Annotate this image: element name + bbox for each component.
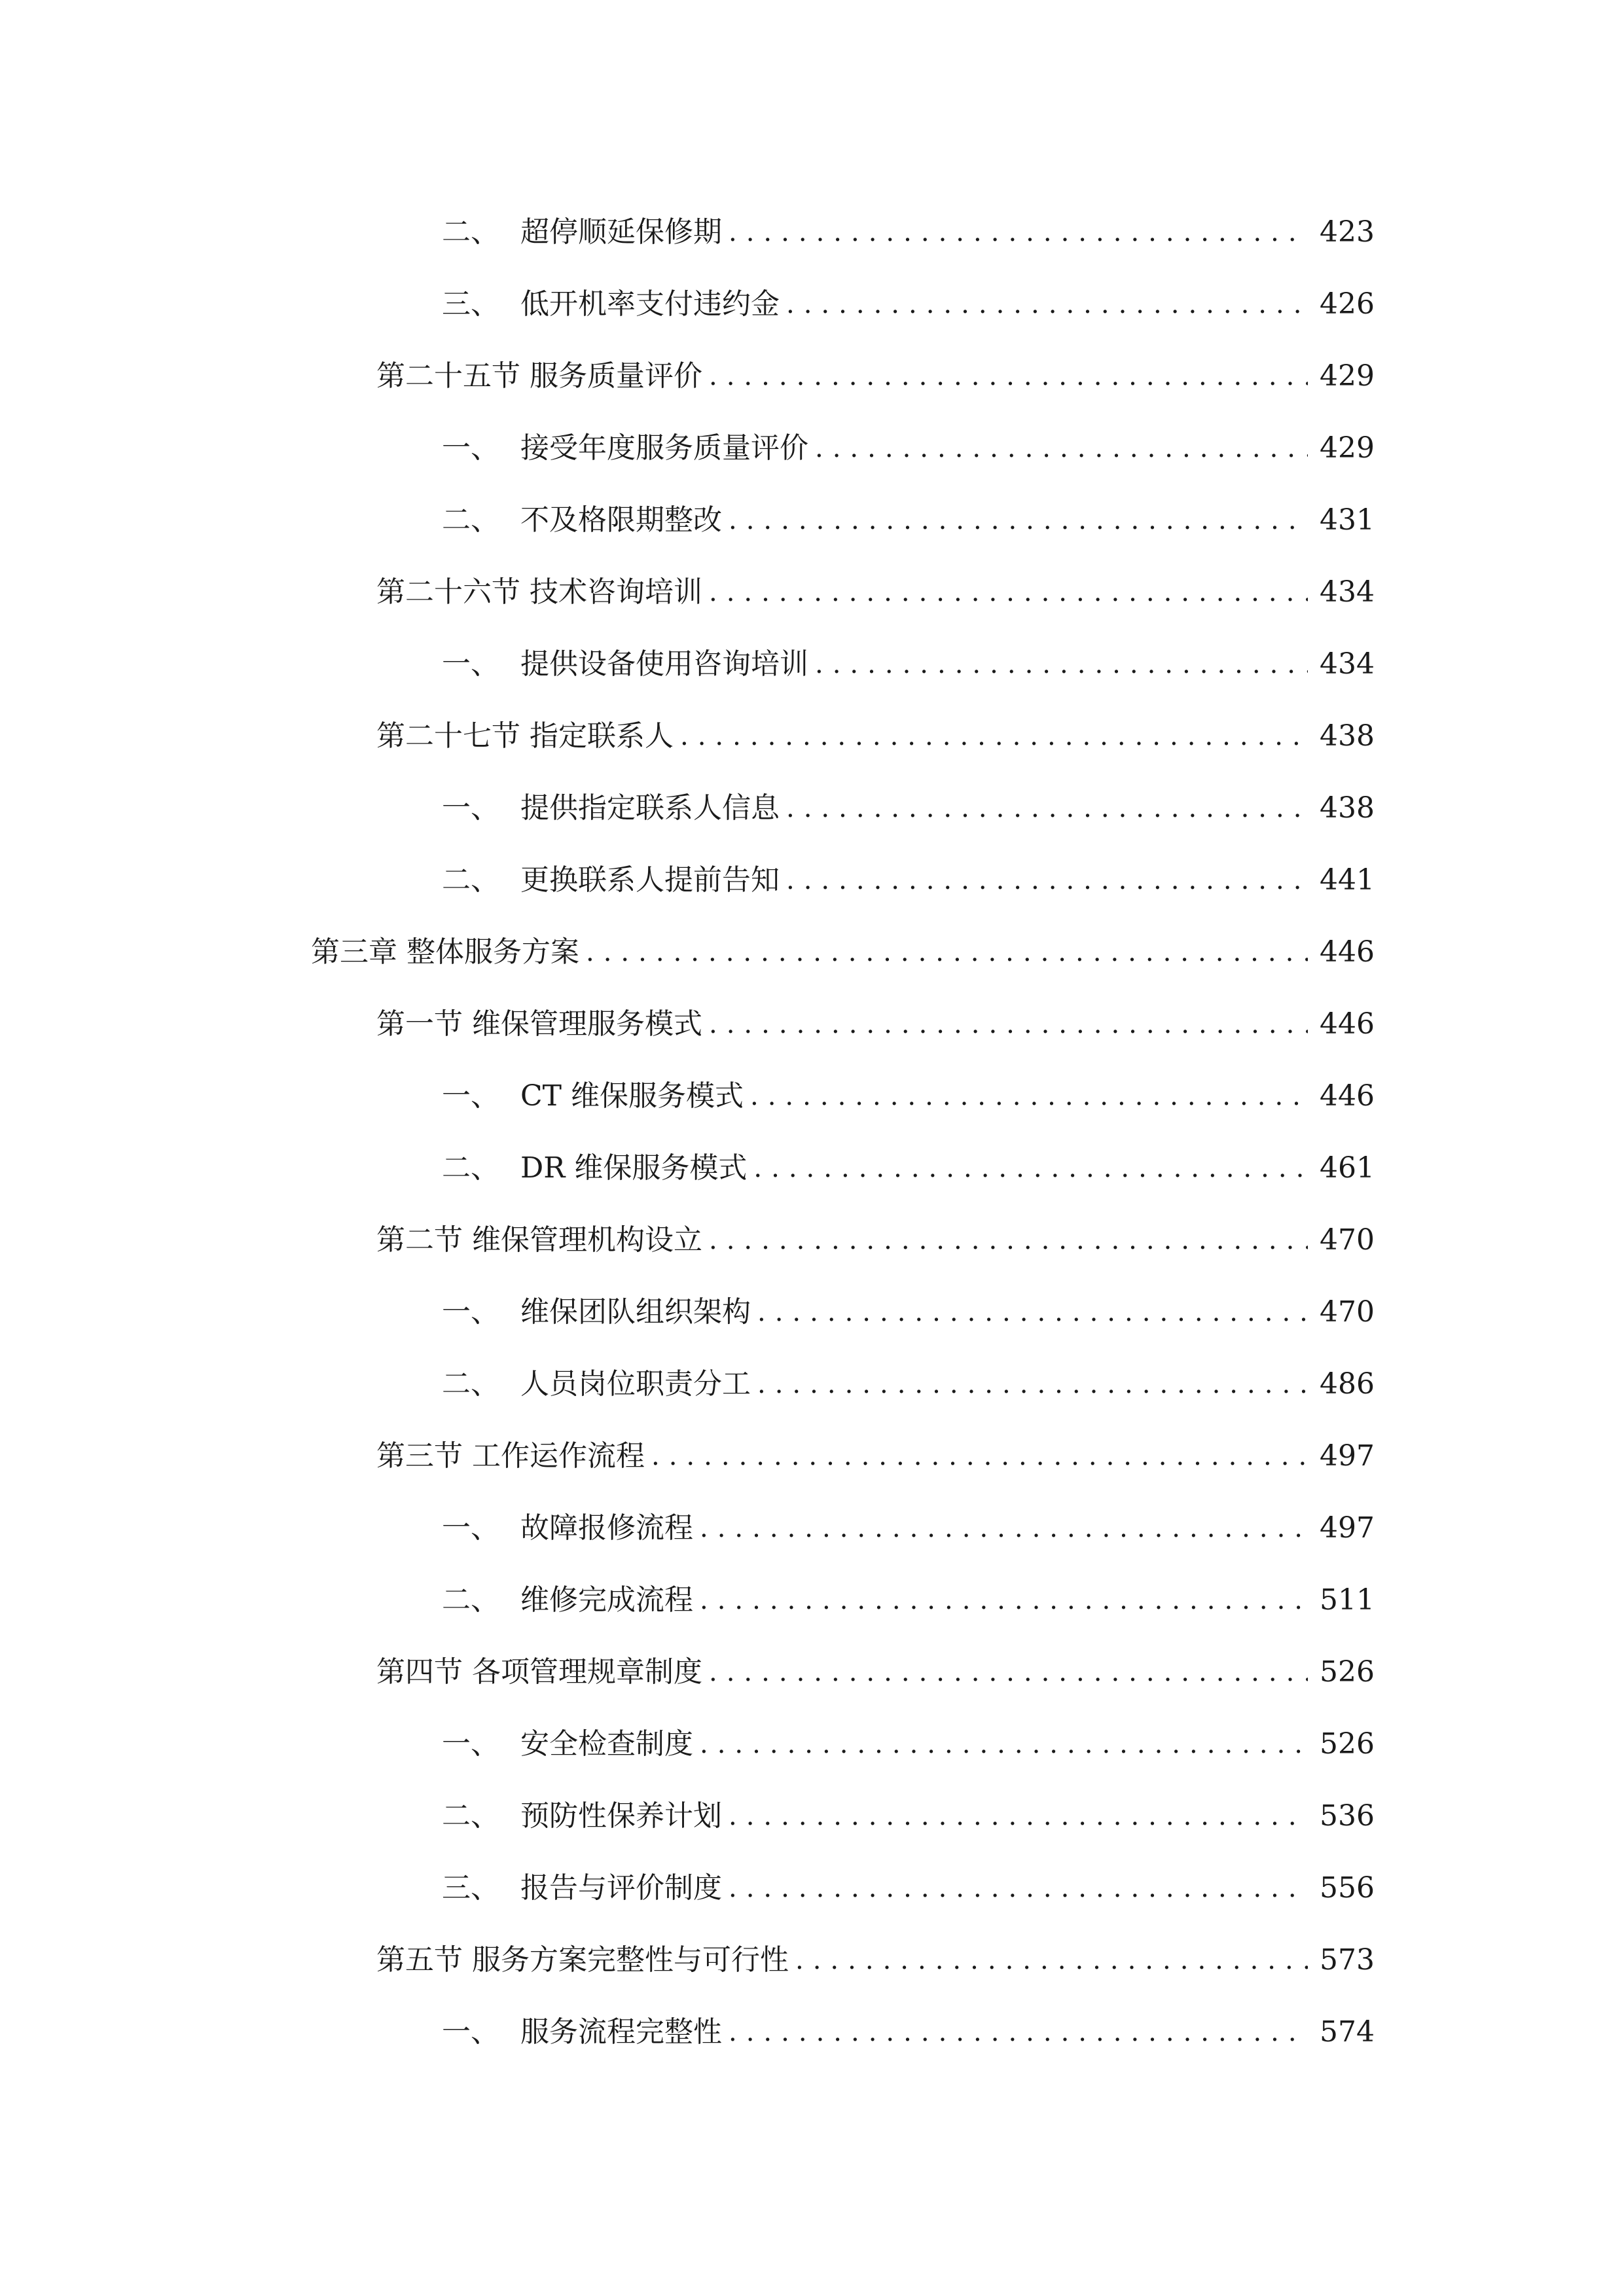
- toc-dot-leader: [750, 1060, 1308, 1132]
- toc-entry-number: 一、: [442, 2015, 499, 2049]
- toc-entry-title: [442, 1276, 751, 1348]
- toc-page-number: 438: [1320, 719, 1375, 753]
- toc-entry-title: [376, 556, 702, 628]
- toc-dot-leader: [709, 556, 1308, 628]
- toc-entry-title: [442, 484, 722, 556]
- toc-dot-leader: [700, 1492, 1308, 1564]
- toc-dot-leader: [680, 700, 1308, 772]
- toc-page-number: 438: [1320, 791, 1375, 825]
- toc-entry[interactable]: [0, 484, 1624, 556]
- toc-entry[interactable]: [0, 628, 1624, 700]
- toc-page-number: 423: [1320, 215, 1375, 249]
- toc-entry-number: 一、: [442, 1079, 499, 1113]
- toc-dot-leader: [729, 1996, 1308, 2068]
- toc-entry-title: [442, 1132, 747, 1204]
- toc-entry[interactable]: [0, 700, 1624, 772]
- toc-entry-number: 二、: [442, 503, 499, 537]
- toc-page-number: 431: [1320, 503, 1375, 537]
- toc-dot-leader: [786, 268, 1308, 340]
- toc-entry[interactable]: [0, 1924, 1624, 1996]
- toc-page-number: 461: [1320, 1151, 1375, 1185]
- toc-entry-title: [442, 412, 808, 484]
- toc-dot-leader: [786, 772, 1308, 844]
- toc-dot-leader: [709, 1204, 1308, 1276]
- toc-entry-title: [442, 844, 780, 916]
- toc-entry-text: 低开机率支付违约金: [520, 287, 780, 321]
- toc-entry[interactable]: [0, 1852, 1624, 1924]
- toc-entry-text: CT 维保服务模式: [520, 1079, 744, 1113]
- toc-page-number: 434: [1320, 647, 1375, 681]
- toc-entry[interactable]: [0, 340, 1624, 412]
- toc-page-number: 486: [1320, 1367, 1375, 1401]
- toc-entry-title: [442, 1348, 751, 1420]
- toc-dot-leader: [815, 628, 1308, 700]
- toc-entry-title: [442, 1780, 722, 1852]
- toc-entry[interactable]: [0, 772, 1624, 844]
- toc-entry-text: 维修完成流程: [520, 1583, 693, 1617]
- toc-entry[interactable]: [0, 1348, 1624, 1420]
- toc-entry-title: [442, 268, 780, 340]
- toc-page-number: 511: [1320, 1583, 1375, 1617]
- toc-entry[interactable]: [0, 268, 1624, 340]
- toc-entry-text: 更换联系人提前告知: [520, 863, 780, 897]
- toc-page-number: 446: [1320, 935, 1375, 969]
- toc-entry[interactable]: [0, 1492, 1624, 1564]
- toc-entry[interactable]: [0, 1636, 1624, 1708]
- toc-entry-number: 一、: [442, 1727, 499, 1761]
- toc-entry-text: 第一节 维保管理服务模式: [376, 1007, 702, 1041]
- toc-entry-number: 二、: [442, 1151, 499, 1185]
- toc-entry[interactable]: [0, 916, 1624, 988]
- toc-dot-leader: [729, 196, 1308, 268]
- toc-dot-leader: [757, 1276, 1308, 1348]
- toc-entry-number: 一、: [442, 431, 499, 465]
- toc-entry[interactable]: [0, 1780, 1624, 1852]
- toc-entry[interactable]: [0, 1060, 1624, 1132]
- toc-entry-text: 提供指定联系人信息: [520, 791, 780, 825]
- toc-entry-text: 第三章 整体服务方案: [311, 935, 579, 969]
- toc-dot-leader: [795, 1924, 1308, 1996]
- toc-page-number: 536: [1320, 1799, 1375, 1833]
- toc-entry[interactable]: [0, 844, 1624, 916]
- toc-entry-text: 第二节 维保管理机构设立: [376, 1223, 702, 1257]
- toc-page-number: 426: [1320, 287, 1375, 321]
- toc-entry-text: 服务流程完整性: [520, 2015, 722, 2049]
- toc-dot-leader: [757, 1348, 1308, 1420]
- toc-entry-text: 维保团队组织架构: [520, 1295, 751, 1329]
- toc-entry-text: 接受年度服务质量评价: [520, 431, 808, 465]
- toc-page-number: 446: [1320, 1079, 1375, 1113]
- toc-page-number: 497: [1320, 1439, 1375, 1473]
- toc-entry-text: 预防性保养计划: [520, 1799, 722, 1833]
- toc-page-number: 434: [1320, 575, 1375, 609]
- toc-entry[interactable]: [0, 1204, 1624, 1276]
- toc-entry-number: 一、: [442, 647, 499, 681]
- toc-entry-text: 超停顺延保修期: [520, 215, 722, 249]
- toc-entry-text: 报告与评价制度: [520, 1871, 722, 1905]
- toc-entry-title: [376, 1636, 702, 1708]
- toc-entry-text: DR 维保服务模式: [520, 1151, 748, 1185]
- toc-page-number: 556: [1320, 1871, 1375, 1905]
- toc-page-number: 441: [1320, 863, 1375, 897]
- toc-entry-title: [442, 1852, 722, 1924]
- toc-entry-number: 一、: [442, 1295, 499, 1329]
- toc-entry-title: [442, 1564, 693, 1636]
- toc-dot-leader: [700, 1708, 1308, 1780]
- toc-page-number: 573: [1320, 1943, 1375, 1977]
- toc-entry-text: 故障报修流程: [520, 1511, 693, 1545]
- toc-dot-leader: [786, 844, 1308, 916]
- toc-dot-leader: [709, 340, 1308, 412]
- toc-entry-number: 三、: [442, 1871, 499, 1905]
- toc-page-number: 429: [1320, 359, 1375, 393]
- toc-page-number: 429: [1320, 431, 1375, 465]
- toc-entry[interactable]: [0, 1132, 1624, 1204]
- toc-entry-text: 提供设备使用咨询培训: [520, 647, 808, 681]
- toc-entry-text: 第二十七节 指定联系人: [376, 719, 674, 753]
- toc-entry-title: [376, 340, 702, 412]
- toc-entry[interactable]: [0, 1996, 1624, 2068]
- toc-entry-title: [442, 628, 808, 700]
- toc-entry-number: 二、: [442, 1367, 499, 1401]
- toc-entry-text: 第四节 各项管理规章制度: [376, 1655, 702, 1689]
- toc-entry-number: 二、: [442, 215, 499, 249]
- toc-entry-title: [442, 1996, 722, 2068]
- toc-entry[interactable]: [0, 1420, 1624, 1492]
- toc-entry-title: [442, 196, 722, 268]
- toc-entry-number: 三、: [442, 287, 499, 321]
- toc-entry-title: [376, 1204, 702, 1276]
- toc-dot-leader: [651, 1420, 1308, 1492]
- toc-entry-title: [376, 1420, 645, 1492]
- toc-entry[interactable]: [0, 1708, 1624, 1780]
- toc-dot-leader: [815, 412, 1308, 484]
- toc-page-number: 446: [1320, 1007, 1375, 1041]
- toc-entry-number: 二、: [442, 863, 499, 897]
- toc-entry-title: [442, 772, 780, 844]
- table-of-contents: [0, 196, 1624, 2068]
- toc-entry-title: [442, 1708, 693, 1780]
- toc-entry[interactable]: [0, 556, 1624, 628]
- toc-entry-number: 二、: [442, 1799, 499, 1833]
- toc-entry-title: [311, 916, 579, 988]
- toc-entry[interactable]: [0, 988, 1624, 1060]
- toc-entry-text: 第三节 工作运作流程: [376, 1439, 645, 1473]
- toc-entry-title: [442, 1492, 693, 1564]
- toc-entry-number: 一、: [442, 791, 499, 825]
- toc-page-number: 470: [1320, 1223, 1375, 1257]
- toc-entry-title: [442, 1060, 744, 1132]
- toc-dot-leader: [729, 1852, 1308, 1924]
- toc-entry-title: [376, 1924, 789, 1996]
- toc-page-number: 497: [1320, 1511, 1375, 1545]
- toc-entry-title: [376, 700, 674, 772]
- toc-entry[interactable]: [0, 412, 1624, 484]
- toc-entry-title: [376, 988, 702, 1060]
- toc-dot-leader: [586, 916, 1308, 988]
- toc-page-number: 574: [1320, 2015, 1375, 2049]
- toc-entry-number: 一、: [442, 1511, 499, 1545]
- toc-entry[interactable]: [0, 1276, 1624, 1348]
- toc-dot-leader: [729, 484, 1308, 556]
- toc-entry-text: 第五节 服务方案完整性与可行性: [376, 1943, 789, 1977]
- toc-dot-leader: [700, 1564, 1308, 1636]
- toc-page-number: 526: [1320, 1655, 1375, 1689]
- toc-entry-text: 第二十六节 技术咨询培训: [376, 575, 702, 609]
- toc-dot-leader: [753, 1132, 1308, 1204]
- toc-page-number: 470: [1320, 1295, 1375, 1329]
- toc-entry-text: 安全检查制度: [520, 1727, 693, 1761]
- toc-entry-text: 人员岗位职责分工: [520, 1367, 751, 1401]
- toc-entry-text: 不及格限期整改: [520, 503, 722, 537]
- toc-entry-number: 二、: [442, 1583, 499, 1617]
- toc-entry[interactable]: [0, 196, 1624, 268]
- toc-entry[interactable]: [0, 1564, 1624, 1636]
- toc-page-number: 526: [1320, 1727, 1375, 1761]
- toc-dot-leader: [709, 988, 1308, 1060]
- toc-dot-leader: [709, 1636, 1308, 1708]
- toc-entry-text: 第二十五节 服务质量评价: [376, 359, 702, 393]
- toc-dot-leader: [729, 1780, 1308, 1852]
